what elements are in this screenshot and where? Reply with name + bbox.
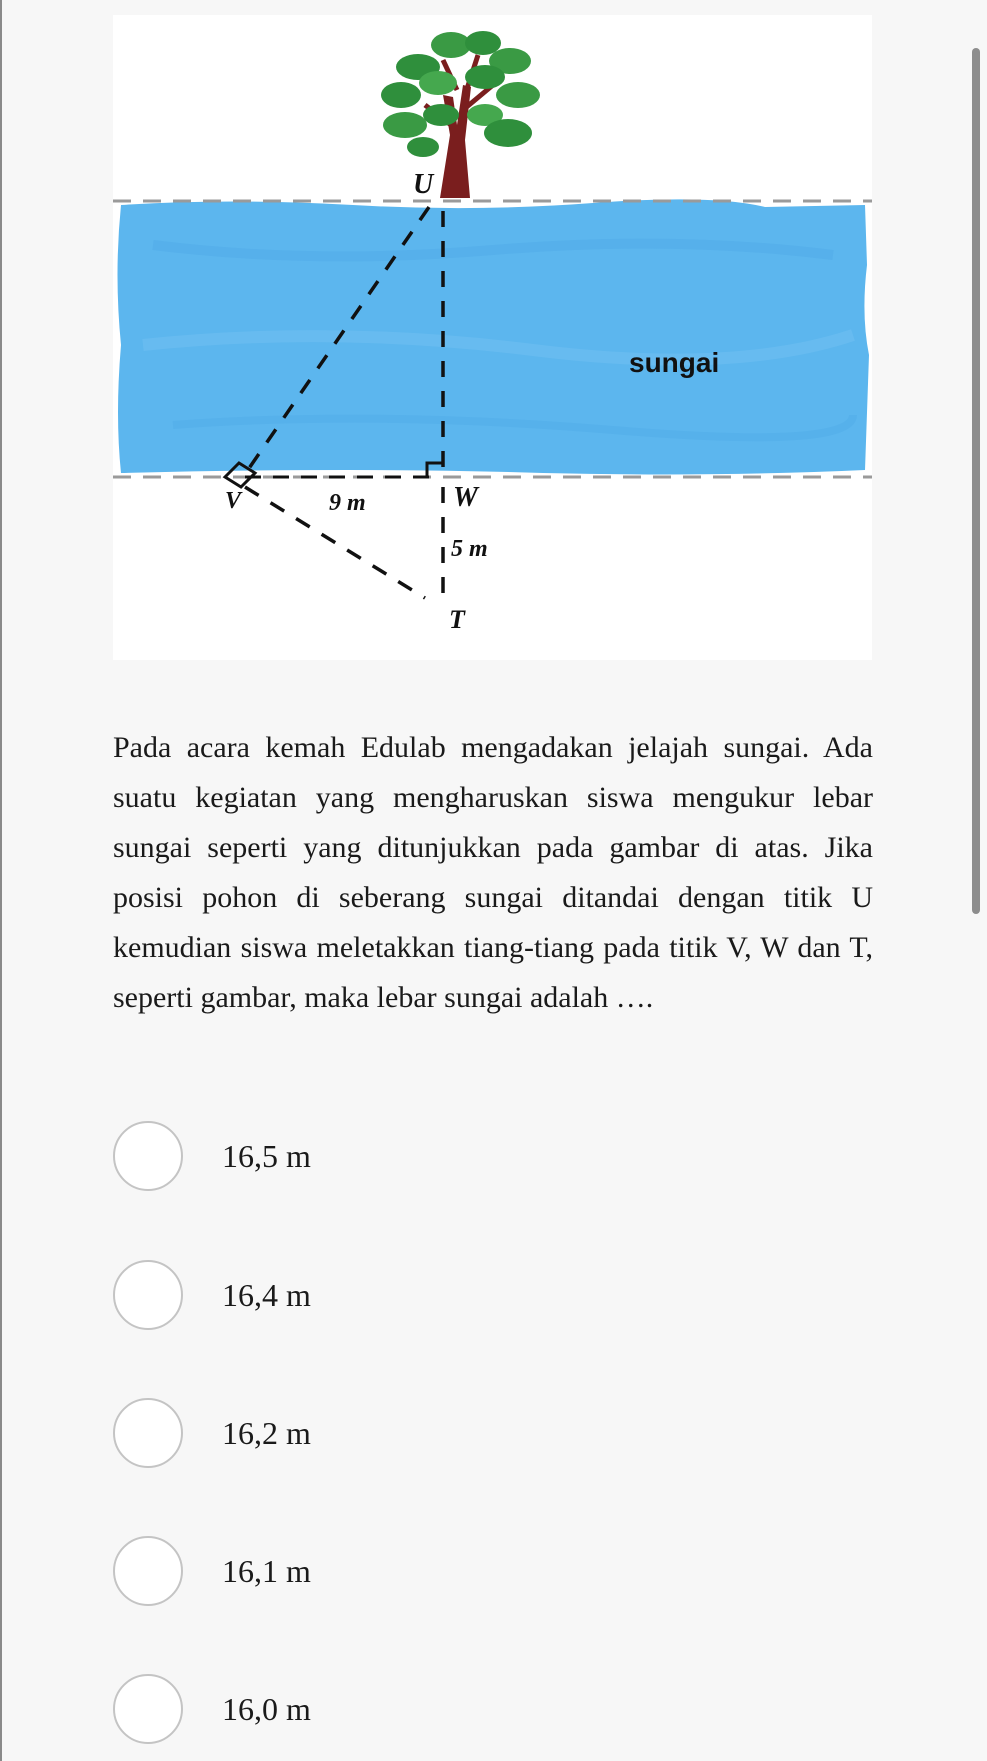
river-width-diagram [113,15,872,660]
tree-icon [381,31,540,198]
radio-button-c[interactable] [113,1398,183,1468]
river-label: sungai [629,347,720,378]
point-u-label: U [413,169,434,200]
radio-button-e[interactable] [113,1674,183,1744]
radio-button-a[interactable] [113,1121,183,1191]
radio-button-b[interactable] [113,1260,183,1330]
point-t-label: T [449,605,465,634]
scrollbar-thumb[interactable] [972,48,980,914]
window-edge [0,0,2,1761]
distance-vw-label: 9 m [329,490,366,516]
answer-option-label: 16,2 m [222,1414,311,1451]
question-text: Pada acara kemah Edulab mengadakan jelajah sungai. Ada suatu kegiatan yang mengharuskan siswa mengukur lebar sungai seperti yang ditunjukkan pada gambar di atas. Jika posisi pohon di seberang sungai ditandai dengan titik U kemudian siswa meletakkan tiang-tiang pada titik V, W dan T, seperti gambar, maka lebar sungai adalah …. [113,731,873,1014]
point-v-label: V [225,488,242,514]
answer-option-label: 16,5 m [222,1137,311,1174]
answer-option-c[interactable] [113,1395,713,1471]
answer-option-label: 16,0 m [222,1690,311,1727]
answer-option-label: 16,4 m [222,1276,311,1313]
radio-button-d[interactable] [113,1536,183,1606]
answer-option-label: 16,1 m [222,1552,311,1589]
diagram-drawing [113,15,872,660]
answer-option-a[interactable] [113,1118,713,1194]
point-w-label: W [453,482,478,513]
answer-option-b[interactable] [113,1257,713,1333]
distance-wt-label: 5 m [451,536,488,562]
answer-option-e[interactable] [113,1671,713,1747]
answer-option-d[interactable] [113,1533,713,1609]
